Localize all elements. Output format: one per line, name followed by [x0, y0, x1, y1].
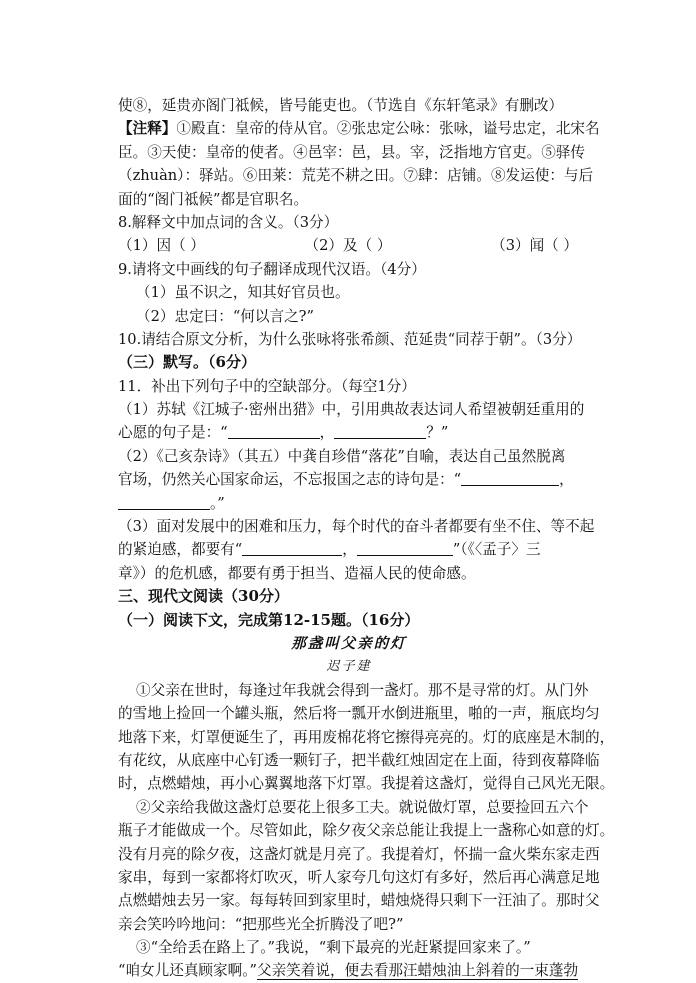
- essay-paragraph-3: “咱女儿还真顾家啊。”父亲笑着说，便去看那汪蜡烛油上斜着的一束蓬勃: [118, 962, 579, 980]
- text-column: [118, 94, 615, 983]
- question-11-part-3-blanks: 的紧迫感，都要有“ ， ”（《〈孟子〉三: [118, 541, 541, 559]
- notes-label: 【注释】: [118, 120, 177, 138]
- question-11-part-1: （1）苏轼《江城子·密州出猎》中，引用典故表达词人希望被朝廷重用的: [118, 401, 585, 419]
- question-9-sentence-1: （1）虽不识之，知其好官员也。: [136, 284, 350, 302]
- essay-paragraph-2: 亲会笑吟吟地问：“把那些光全折腾没了吧?”: [118, 915, 404, 933]
- essay-paragraph-2: 瓶子才能做成一个。尽管如此，除夕夜父亲总能让我提上一盏称心如意的灯。: [118, 822, 615, 840]
- question-11-part-2-blanks-2: 。”: [118, 492, 580, 515]
- question-10-stem: 10.请结合原文分析，为什么张咏将张希颜、范延贵“同荐于朝”。（3分）: [118, 330, 582, 348]
- question-11-stem: 11．补出下列句子中的空缺部分。（每空1分）: [118, 377, 416, 395]
- notes-line: 臣。③天使：皇帝的使者。④邑宰：邑，县。宰，泛指地方官吏。⑤驿传: [118, 143, 586, 161]
- essay-paragraph-1: 有花纹，从底座中心钉透一颗钉子，把半截红烛固定在上面，待到夜幕降临: [118, 751, 600, 769]
- answer-blank[interactable]: [228, 423, 320, 439]
- essay-paragraph-2: 没有月亮的除夕夜，这盏灯就是月亮了。我提着灯，怀揣一盒火柴东家走西: [118, 845, 600, 863]
- essay-paragraph-1: 的雪地上捡回一个罐头瓶，然后将一瓢开水倒进瓶里，啪的一声，瓶底均匀: [118, 705, 600, 723]
- essay-paragraph-1: 时，点燃蜡烛，再小心翼翼地落下灯罩。我提着这盏灯，觉得自己风光无限。: [118, 775, 615, 793]
- question-11-part-2: （2）《己亥杂诗》（其五）中龚自珍借“落花”自喻，表达自己虽然脱离: [118, 447, 566, 465]
- question-11-part-1-blanks: 心愿的句子是：“ ， ？”: [118, 424, 449, 442]
- answer-blank[interactable]: [334, 423, 426, 439]
- essay-paragraph-1: ①父亲在世时，每逢过年我就会得到一盏灯。那不是寻常的灯。从门外: [136, 681, 589, 699]
- section-modern-subheading: （一）阅读下文，完成第12-15题。（16分）: [118, 610, 420, 629]
- essay-paragraph-2: 家串，每到一家都将灯吹灭，听人家夸几句这灯有多好，然后再心满意足地: [118, 868, 600, 886]
- answer-blank[interactable]: [357, 540, 453, 556]
- essay-paragraph-1: 地落下来，灯罩便诞生了，再用废棉花将它擦得亮亮的。灯的底座是木制的，: [118, 728, 615, 746]
- classical-text-ending: 使⑧，延贵亦阁门祗候，皆号能吏也。（节选自《东轩笔录》有删改）: [118, 97, 564, 114]
- answer-blank[interactable]: [461, 470, 559, 486]
- notes-text: ①殿直：皇帝的侍从官。②张忠定公咏：张咏，谥号忠定，北宋名: [176, 120, 600, 138]
- question-11-part-2-blanks: 官场，仍然关心国家命运，不忘报国之志的诗句是：“ ，: [118, 471, 574, 489]
- notes-line: [118, 117, 600, 140]
- essay-title: 那盏叫父亲的灯: [291, 634, 407, 652]
- question-8-stem: 8.解释文中加点词的含义。（3分）: [118, 213, 339, 231]
- answer-blank[interactable]: [118, 494, 210, 510]
- essay-paragraph-2: 点燃蜡烛去另一家。每每转回到家里时，蜡烛烧得只剩下一汪油了。那时父: [118, 892, 600, 910]
- question-8-item-2: （2）及（ ）: [304, 237, 392, 255]
- notes-line: 面的“阁门祗候”都是官职名。: [118, 190, 309, 208]
- notes-line: （zhuàn）：驿站。⑥田莱：荒芜不耕之田。⑦肆：店铺。⑧发运使：与后: [118, 167, 594, 185]
- section-dictation-heading: （三）默写。（6分）: [118, 353, 256, 372]
- essay-paragraph-3: ③“全给丢在路上了。”我说，“剩下最亮的光赶紧提回家来了。”: [136, 939, 531, 957]
- underlined-sentence: 父亲笑着说，便去看那汪蜡烛油上斜着的一束蓬勃: [256, 962, 579, 980]
- essay-paragraph-2: ②父亲给我做这盏灯总要花上很多工夫。就说做灯罩，总要捡回五六个: [136, 798, 589, 816]
- question-9-sentence-2: （2）忠定曰：“何以言之?”: [136, 307, 314, 325]
- section-modern-heading: 三、现代文阅读（30分）: [118, 587, 289, 606]
- essay-author: 迟子建: [326, 659, 372, 675]
- answer-blank[interactable]: [242, 540, 342, 556]
- question-8-item-1: （1）因（ ）: [118, 237, 205, 255]
- question-8-item-3: （3）闻（ ）: [491, 237, 578, 255]
- question-9-stem: 9.请将文中画线的句子翻译成现代汉语。（4分）: [118, 260, 426, 278]
- question-8-items: [118, 234, 578, 257]
- question-11-part-3: （3）面对发展中的困难和压力，每个时代的奋斗者都要有坐不住、等不起: [118, 518, 595, 536]
- question-11-part-3-end: 章》）的危机感，都要有勇于担当、造福人民的使命感。: [118, 564, 476, 582]
